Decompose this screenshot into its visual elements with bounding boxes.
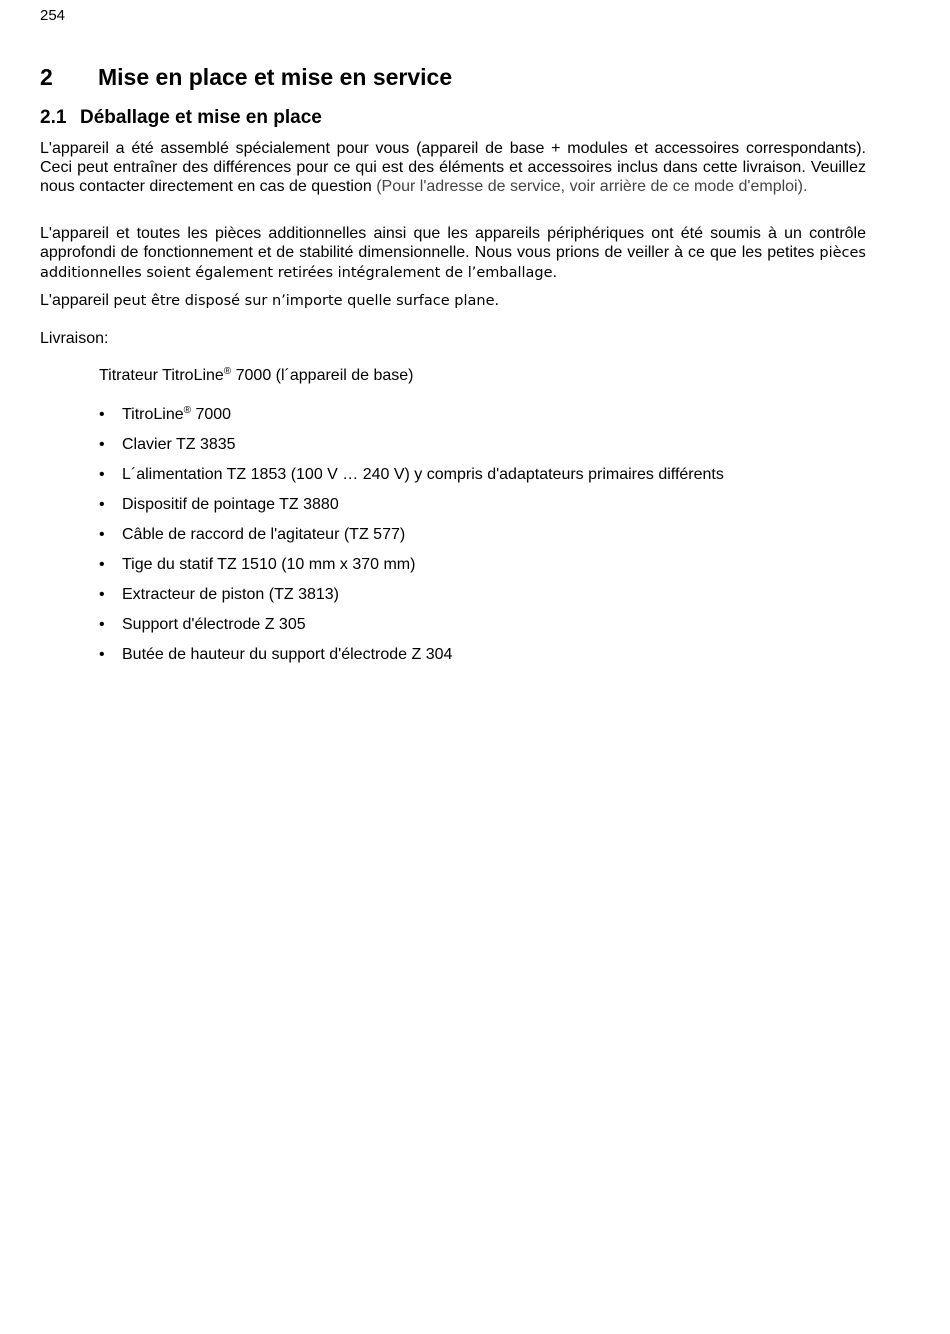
base-device-line: [99, 366, 414, 385]
paragraph-placement: [40, 291, 866, 311]
registered-mark: ®: [223, 366, 232, 377]
bullet-icon: •: [99, 586, 105, 603]
paragraph-inspection-text: L'appareil et toutes les pièces additionnelles ainsi que les appareils périphériques ont été soumis à un contrôle approfondi de fonctionnement et de stabilité dimensionnelle. Nous vous prions de veiller à ce que les petites: [40, 225, 866, 261]
paragraph-inspection-tail: pièces additionnelles soient également retirées intégralement de l’emballage.: [40, 245, 866, 281]
section-title: Déballage et mise en place: [80, 107, 322, 128]
delivery-label: Livraison:: [40, 330, 109, 347]
section-heading: [40, 106, 322, 130]
bullet-icon: •: [99, 466, 105, 483]
bullet-icon: •: [99, 436, 105, 453]
paragraph-assembly-note: (Pour l'adresse de service, voir arrière de ce mode d'emploi).: [376, 178, 808, 195]
list-item-text: Butée de hauteur du support d'électrode Z 304: [122, 646, 453, 663]
list-item-text: Extracteur de piston (TZ 3813): [122, 586, 339, 603]
bullet-icon: •: [99, 616, 105, 633]
list-item-text: Dispositif de pointage TZ 3880: [122, 496, 339, 513]
page-number: 254: [40, 7, 66, 24]
list-item-text: Tige du statif TZ 1510 (10 mm x 370 mm): [122, 556, 416, 573]
bullet-icon: •: [99, 646, 105, 663]
bullet-icon: •: [99, 496, 105, 513]
base-device-suffix: 7000 (l´appareil de base): [231, 367, 414, 384]
list-item-text: Clavier TZ 3835: [122, 436, 236, 453]
paragraph-assembly: [40, 139, 866, 196]
base-device-name: Titrateur TitroLine: [99, 367, 224, 384]
list-item-suffix: 7000: [191, 406, 232, 423]
paragraph-placement-tail: peut être disposé sur n’importe quelle surface plane.: [113, 293, 500, 309]
list-item-text: TitroLine: [122, 406, 184, 423]
paragraph-inspection: [40, 224, 866, 283]
chapter-heading: [40, 63, 452, 91]
section-number: 2.1: [40, 107, 67, 128]
bullet-icon: •: [99, 526, 105, 543]
list-item-text: L´alimentation TZ 1853 (100 V … 240 V) y compris d'adaptateurs primaires différents: [122, 466, 724, 483]
paragraph-placement-text: L'appareil: [40, 292, 114, 309]
list-item-text: Support d'électrode Z 305: [122, 616, 306, 633]
bullet-icon: •: [99, 556, 105, 573]
registered-mark: ®: [183, 405, 192, 416]
chapter-number: 2: [40, 64, 53, 90]
chapter-title: Mise en place et mise en service: [98, 64, 453, 90]
list-item-text: Câble de raccord de l'agitateur (TZ 577): [122, 526, 406, 543]
paragraph-assembly-text: L'appareil a été assemblé spécialement pour vous (appareil de base + modules et accessoires correspondants). Ceci peut entraîner des différences pour ce qui est des éléments et accessoires inclus dans cette livraison. Veuillez nous contacter directement en cas de question: [40, 140, 866, 195]
bullet-icon: •: [99, 406, 105, 423]
